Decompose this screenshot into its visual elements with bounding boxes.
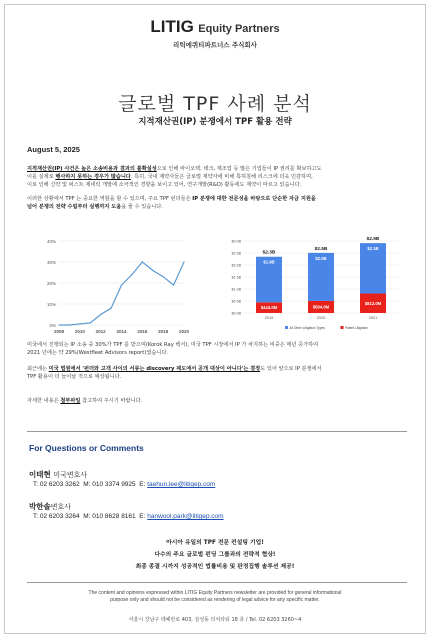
contact-person-1-mobile: M: 010 3374 9925 bbox=[83, 481, 136, 488]
data-point bbox=[90, 322, 91, 323]
contact-person-1-details: T: 02 6203 3262 M: 010 3374 9925 E: taehun.lee@litigep.com bbox=[33, 481, 216, 488]
data-point bbox=[79, 323, 80, 324]
data-label-other: $1.9B bbox=[263, 259, 275, 265]
contact-person-1-tel: T: 02 6203 3262 bbox=[33, 481, 80, 488]
paragraph-attachment-note: 자세한 내용은 첨부파일 참고하여 주시기 바랍니다. bbox=[27, 398, 143, 404]
company-address: 서울시 강남구 테헤란로 403, 삼성동 리치타워 18 층 / Tel. 02 6203 3260~4 bbox=[128, 617, 302, 623]
legend-swatch bbox=[285, 326, 288, 329]
series-line bbox=[59, 262, 184, 325]
x-tick-label: 2012 bbox=[95, 329, 106, 334]
promo-line-3: 최종 종결 시까지 성공적인 법률비용 및 판정집행 솔루션 제공! bbox=[135, 564, 295, 570]
data-label-total: $2.3B bbox=[262, 250, 276, 256]
x-tick-label: 2021 bbox=[368, 316, 378, 320]
contact-heading: For Questions or Comments bbox=[29, 443, 144, 453]
x-tick-label: 2019 bbox=[264, 316, 274, 320]
data-label-patent: $812.0M bbox=[364, 300, 382, 306]
data-label-total: $2.5B bbox=[314, 246, 328, 252]
legend-swatch bbox=[341, 326, 344, 329]
attachment-link[interactable]: 첨부파일 bbox=[60, 398, 81, 404]
y-tick-label: $1.5B bbox=[231, 275, 241, 280]
publication-date: August 5, 2025 bbox=[27, 145, 80, 154]
page-title: 글로벌 TPF 사례 분석 bbox=[118, 93, 312, 115]
legend-label: All Other Litigation Types bbox=[289, 325, 325, 330]
brand-name-sub: Equity Partners bbox=[198, 23, 280, 35]
y-tick-label: $0.0B bbox=[231, 311, 241, 316]
line-chart-tpf-ip-share bbox=[39, 233, 189, 338]
x-tick-label: 2016 bbox=[137, 329, 148, 334]
contact-person-1-email[interactable]: taehun.lee@litigep.com bbox=[147, 481, 216, 488]
data-label-patent: $504.0M bbox=[312, 304, 330, 310]
data-label-other: $2.1B bbox=[367, 246, 379, 252]
brand-name-korean: 리틱에퀴티파트너스 주식회사 bbox=[173, 41, 257, 49]
data-point bbox=[163, 276, 164, 277]
disclaimer: The content and opinions expressed within LITIG Equity Partners newsletter are provided for general informational purpose only and should not be considered as rendering of legal advice for any specific matter. bbox=[88, 590, 342, 603]
data-point bbox=[58, 324, 59, 325]
y-tick-label: 40% bbox=[46, 239, 56, 244]
bar-chart-litigation-funding bbox=[223, 233, 403, 338]
legend-label: Patent Litigation bbox=[345, 325, 368, 330]
data-point bbox=[173, 285, 174, 286]
y-tick-label: $3.0B bbox=[231, 239, 241, 244]
x-tick-label: 2014 bbox=[116, 329, 127, 334]
y-tick-label: 30% bbox=[46, 260, 56, 265]
data-point bbox=[121, 285, 122, 286]
contact-person-1-name: 이태현 미국변호사 bbox=[29, 470, 88, 479]
promo-line-1: 아시아 유일의 TPF 전문 컨설팅 기업! bbox=[166, 540, 264, 546]
y-tick-label: 0% bbox=[49, 323, 56, 328]
x-tick-label: 2008 bbox=[53, 329, 65, 334]
y-tick-label: $0.5B bbox=[231, 299, 241, 304]
x-tick-label: 2010 bbox=[74, 329, 85, 334]
paragraph-tpf-role: 이러한 상황에서 TPF 는 중요한 역할을 할 수 있으며, 주요 TPF 펀더들은 IP 분쟁에 대한 전문성을 바탕으로 단순한 자금 지원을 넘어 분쟁의 전략 수립부터 실행까지 도움을 줄 수 있습니다. bbox=[27, 196, 316, 210]
contact-person-2-tel: T: 02 6203 3264 bbox=[33, 513, 80, 520]
data-point bbox=[69, 324, 70, 325]
section-divider bbox=[27, 431, 407, 432]
data-point bbox=[131, 274, 132, 275]
contact-person-2-email[interactable]: hanwool.park@litigep.com bbox=[147, 513, 224, 520]
contact-person-2-name: 박한솔변호사 bbox=[29, 502, 72, 511]
y-tick-label: 20% bbox=[46, 281, 56, 286]
newsletter-page bbox=[4, 4, 426, 634]
y-tick-label: $2.5B bbox=[231, 251, 241, 256]
data-point bbox=[183, 261, 184, 262]
data-label-patent: $444.0M bbox=[260, 305, 278, 311]
line-chart-svg bbox=[39, 233, 189, 338]
data-label-total: $2.9B bbox=[366, 237, 380, 243]
data-point bbox=[142, 261, 143, 262]
data-point bbox=[152, 270, 153, 271]
page-subtitle: 지적재산권(IP) 분쟁에서 TPF 활용 전략 bbox=[138, 117, 292, 127]
paragraph-intro: 지적재산권(IP) 사건은 높은 소송비용과 결과의 불확실성으로 인해 바이오텍, 테크, 제조업 등 많은 기업들이 IP 권리를 확보하고도 이를 실제로 행사하지 못하는 경우가 많습니다. 특히, 국내 제약사들은 글로벌 제약사에 비해 특허침해 리스크에 더욱 민감하며, 이로 인해 신약 및 퍼스트 제네릭 개발에 소극적인 경향을 보이고 있어, 연구개발(R&D) 활동에도 제약이 따르고 있습니다. bbox=[27, 166, 322, 188]
footer-divider bbox=[27, 582, 407, 583]
x-tick-label: 2018 bbox=[158, 329, 169, 334]
paragraph-discovery-ruling: 최근에는 미국 법원에서 '펀더와 고객 사이의 서류는 discovery 제도에서 공개 대상이 아니다'는 결정도 있어 앞으로 IP 분쟁에서 TPF 활용이 더 늘어날 것으로 예상됩니다. bbox=[27, 366, 322, 380]
brand-logo bbox=[5, 17, 425, 37]
promo-line-2: 다수의 주요 글로벌 펀딩 그룹과의 전략적 협상! bbox=[154, 552, 276, 558]
contact-person-2-mobile: M: 010 8628 8161 bbox=[83, 513, 136, 520]
data-point bbox=[110, 308, 111, 309]
x-tick-label: 2020 bbox=[178, 329, 189, 334]
bar-chart-svg bbox=[223, 233, 403, 338]
data-point bbox=[100, 314, 101, 315]
y-tick-label: 10% bbox=[46, 302, 56, 307]
brand-name-main: LITIG bbox=[150, 17, 194, 36]
y-tick-label: $1.0B bbox=[231, 287, 241, 292]
data-label-other: $2.0B bbox=[315, 255, 327, 261]
y-tick-label: $2.0B bbox=[231, 263, 241, 268]
contact-person-2-details: T: 02 6203 3264 M: 010 8628 8161 E: hanwool.park@litigep.com bbox=[33, 513, 224, 520]
paragraph-us-statistics: 미국에서 진행되는 IP 소송 중 30%가 TPF 를 받으며(Korok Ray 백서), 미국 TPF 시장에서 IP 가 차지하는 비중은 매년 증가하여 2021 년에는 약 29%(Westfleet Advisors report)였습니다. bbox=[27, 342, 319, 356]
x-tick-label: 2020 bbox=[316, 316, 326, 320]
